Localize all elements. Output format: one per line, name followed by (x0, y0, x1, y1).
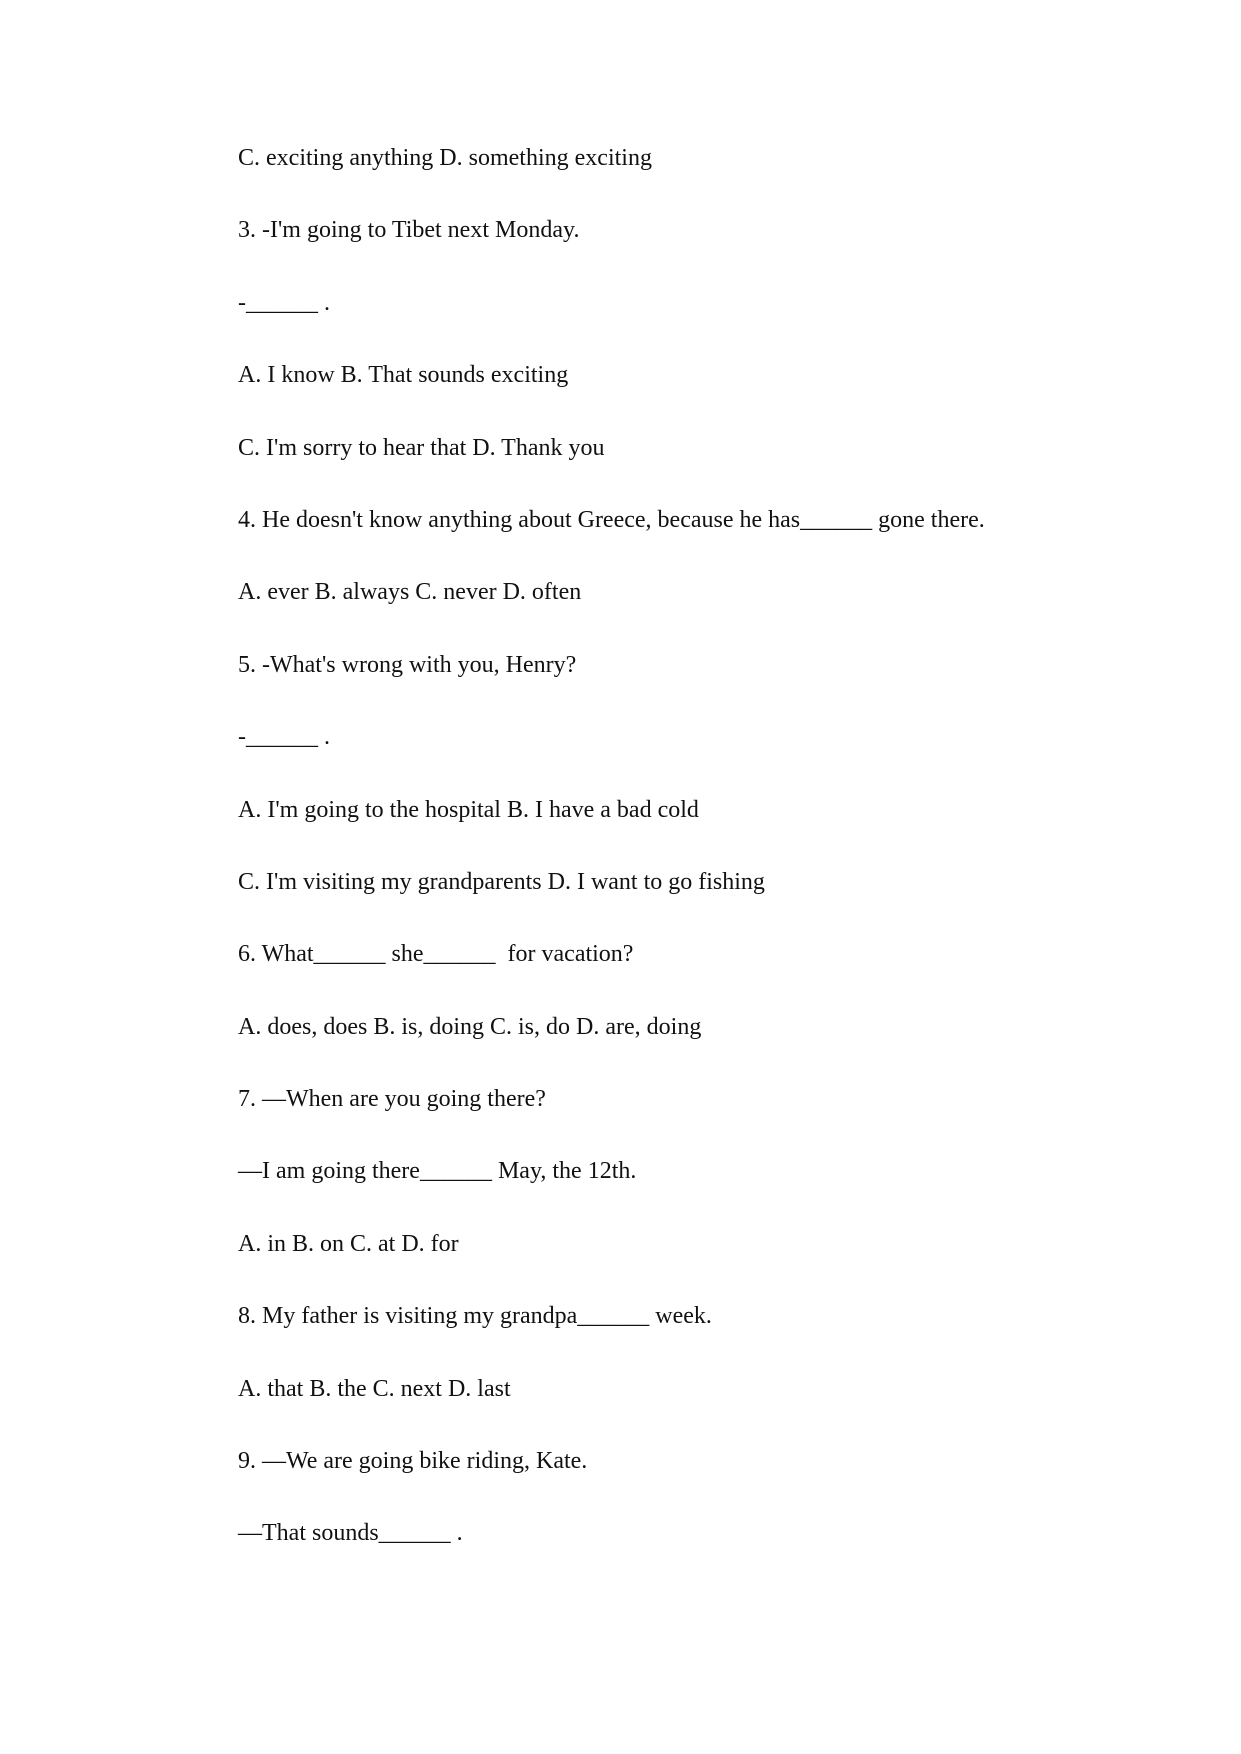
question-line: 6. What______ she______ for vacation? (238, 941, 634, 968)
option-line: C. exciting anything D. something exciting (238, 145, 652, 171)
question-line: 9. —We are going bike riding, Kate. (238, 1448, 588, 1475)
question-list (238, 146, 1138, 1594)
option-line: C. I'm visiting my grandparents D. I want to go fishing (238, 868, 765, 895)
answer-blank-line: -______ . (238, 724, 330, 751)
option-line: A. I'm going to the hospital B. I have a bad cold (238, 796, 699, 823)
question-line: 3. -I'm going to Tibet next Monday. (238, 217, 580, 244)
option-line: A. I know B. That sounds exciting (238, 362, 569, 389)
question-line: 8. My father is visiting my grandpa______ week. (238, 1303, 712, 1330)
question-line: 5. -What's wrong with you, Henry? (238, 651, 577, 678)
option-line: A. in B. on C. at D. for (238, 1230, 459, 1257)
answer-blank-line: -______ . (238, 289, 330, 316)
option-line: C. I'm sorry to hear that D. Thank you (238, 434, 605, 461)
question-line: 7. —When are you going there? (238, 1086, 546, 1113)
answer-line: —That sounds______ . (238, 1520, 463, 1547)
answer-line: —I am going there______ May, the 12th. (238, 1158, 637, 1185)
option-line: A. does, does B. is, doing C. is, do D. are, doing (238, 1013, 702, 1040)
option-line: A. ever B. always C. never D. often (238, 579, 582, 606)
question-line: 4. He doesn't know anything about Greece, because he has______ gone there. (238, 506, 985, 533)
option-line: A. that B. the C. next D. last (238, 1375, 511, 1402)
